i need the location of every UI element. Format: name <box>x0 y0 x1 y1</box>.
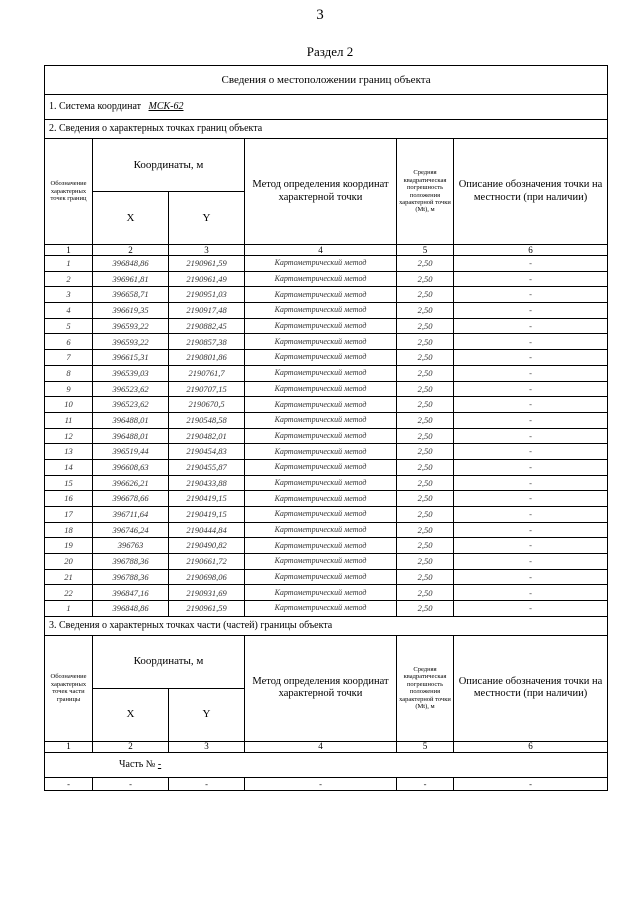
cell-5: 2,50 <box>397 303 454 319</box>
cell-5: 2,50 <box>397 569 454 585</box>
cell-4: Картометрический метод <box>245 444 397 460</box>
cell-2: 396788,36 <box>93 554 169 570</box>
cell-4: Картометрический метод <box>245 585 397 601</box>
table-row <box>45 318 608 334</box>
table-row <box>45 381 608 397</box>
col-number-4: 4 <box>245 245 397 256</box>
cell-2: 396488,01 <box>93 412 169 428</box>
cell-4: Картометрический метод <box>245 507 397 523</box>
col-number-2: 2 <box>93 245 169 256</box>
cell-6: - <box>454 287 608 303</box>
page-number: 3 <box>316 7 324 23</box>
dash-cell-6: - <box>454 777 608 790</box>
header-point-3: Обозначение характерных точек части границы <box>45 635 93 741</box>
table-row <box>45 287 608 303</box>
col-number-3: 3 <box>169 245 245 256</box>
cell-3: 2190857,38 <box>169 334 245 350</box>
table-row <box>45 507 608 523</box>
cell-1: 9 <box>45 381 93 397</box>
cell-3: 2190670,5 <box>169 397 245 413</box>
cell-3: 2190482,01 <box>169 428 245 444</box>
cell-6: - <box>454 350 608 366</box>
cell-1: 18 <box>45 522 93 538</box>
cell-1: 1 <box>45 601 93 617</box>
cell-4: Картометрический метод <box>245 538 397 554</box>
coord-system-value: МСК-62 <box>148 101 184 112</box>
cell-1: 19 <box>45 538 93 554</box>
cell-4: Картометрический метод <box>245 491 397 507</box>
table-title: Сведения о местоположении границ объекта <box>45 66 608 95</box>
section-title: Раздел 2 <box>306 44 354 59</box>
cell-4: Картометрический метод <box>245 412 397 428</box>
cell-1: 1 <box>45 256 93 272</box>
cell-3: 2190433,88 <box>169 475 245 491</box>
cell-2: 396593,22 <box>93 318 169 334</box>
col-number-6: 6 <box>454 741 608 752</box>
cell-6: - <box>454 271 608 287</box>
cell-6: - <box>454 381 608 397</box>
cell-3: 2190761,7 <box>169 365 245 381</box>
cell-1: 10 <box>45 397 93 413</box>
table-row <box>45 538 608 554</box>
cell-4: Картометрический метод <box>245 318 397 334</box>
header-y: Y <box>169 192 245 245</box>
table-row <box>45 412 608 428</box>
cell-5: 2,50 <box>397 412 454 428</box>
cell-5: 2,50 <box>397 522 454 538</box>
header-x-3: X <box>93 688 169 741</box>
cell-3: 2190951,03 <box>169 287 245 303</box>
cell-2: 396523,62 <box>93 381 169 397</box>
cell-2: 396519,44 <box>93 444 169 460</box>
cell-3: 2190661,72 <box>169 554 245 570</box>
cell-6: - <box>454 507 608 523</box>
col-number-5: 5 <box>397 741 454 752</box>
cell-2: 396961,81 <box>93 271 169 287</box>
cell-5: 2,50 <box>397 459 454 475</box>
cell-5: 2,50 <box>397 350 454 366</box>
cell-3: 2190419,15 <box>169 491 245 507</box>
cell-1: 21 <box>45 569 93 585</box>
cell-1: 13 <box>45 444 93 460</box>
cell-1: 17 <box>45 507 93 523</box>
cell-2: 396615,31 <box>93 350 169 366</box>
col-number-1: 1 <box>45 245 93 256</box>
table-row <box>45 585 608 601</box>
section2-label: 2. Сведения о характерных точках границ объекта <box>45 120 608 139</box>
cell-4: Картометрический метод <box>245 334 397 350</box>
cell-4: Картометрический метод <box>245 256 397 272</box>
cell-5: 2,50 <box>397 444 454 460</box>
cell-2: 396608,63 <box>93 459 169 475</box>
cell-4: Картометрический метод <box>245 522 397 538</box>
cell-6: - <box>454 412 608 428</box>
col-number-3: 3 <box>169 741 245 752</box>
cell-5: 2,50 <box>397 287 454 303</box>
header-point: Обозначение характерных точек границ <box>45 139 93 245</box>
cell-4: Картометрический метод <box>245 459 397 475</box>
cell-1: 4 <box>45 303 93 319</box>
cell-4: Картометрический метод <box>245 554 397 570</box>
header-error: Средняя квадратическая погрешность положения характерной точки (Mt), м <box>397 139 454 245</box>
cell-2: 396593,22 <box>93 334 169 350</box>
cell-4: Картометрический метод <box>245 365 397 381</box>
col-number-6: 6 <box>454 245 608 256</box>
cell-5: 2,50 <box>397 538 454 554</box>
cell-6: - <box>454 365 608 381</box>
table-row <box>45 522 608 538</box>
part-value: - <box>157 758 162 770</box>
cell-4: Картометрический метод <box>245 428 397 444</box>
cell-5: 2,50 <box>397 256 454 272</box>
cell-2: 396539,03 <box>93 365 169 381</box>
cell-5: 2,50 <box>397 554 454 570</box>
part-label: Часть № - <box>45 752 608 777</box>
cell-4: Картометрический метод <box>245 601 397 617</box>
cell-6: - <box>454 601 608 617</box>
dash-cell-4: - <box>245 777 397 790</box>
cell-6: - <box>454 397 608 413</box>
cell-6: - <box>454 554 608 570</box>
cell-5: 2,50 <box>397 318 454 334</box>
cell-1: 20 <box>45 554 93 570</box>
cell-1: 7 <box>45 350 93 366</box>
col-number-2: 2 <box>93 741 169 752</box>
header-desc: Описание обозначения точки на местности (при наличии) <box>454 139 608 245</box>
dash-cell-3: - <box>169 777 245 790</box>
cell-6: - <box>454 459 608 475</box>
cell-1: 3 <box>45 287 93 303</box>
cell-4: Картометрический метод <box>245 397 397 413</box>
cell-6: - <box>454 303 608 319</box>
table-row <box>45 365 608 381</box>
cell-2: 396847,16 <box>93 585 169 601</box>
cell-3: 2190490,82 <box>169 538 245 554</box>
coord-system: 1. Система координат МСК-62 <box>45 95 608 120</box>
cell-3: 2190548,58 <box>169 412 245 428</box>
cell-3: 2190707,15 <box>169 381 245 397</box>
table-row <box>45 256 608 272</box>
cell-6: - <box>454 569 608 585</box>
table-row <box>45 271 608 287</box>
header-x: X <box>93 192 169 245</box>
cell-1: 14 <box>45 459 93 475</box>
cell-2: 396619,35 <box>93 303 169 319</box>
cell-4: Картометрический метод <box>245 287 397 303</box>
cell-5: 2,50 <box>397 475 454 491</box>
cell-2: 396626,21 <box>93 475 169 491</box>
cell-2: 396848,86 <box>93 256 169 272</box>
header-coords-3: Координаты, м <box>93 635 245 688</box>
table-row <box>45 444 608 460</box>
cell-1: 22 <box>45 585 93 601</box>
cell-5: 2,50 <box>397 334 454 350</box>
cell-3: 2190961,59 <box>169 601 245 617</box>
table-row <box>45 601 608 617</box>
cell-5: 2,50 <box>397 507 454 523</box>
cell-4: Картометрический метод <box>245 381 397 397</box>
dash-cell-1: - <box>45 777 93 790</box>
table-row <box>45 350 608 366</box>
header-coords: Координаты, м <box>93 139 245 192</box>
cell-2: 396678,66 <box>93 491 169 507</box>
cell-6: - <box>454 585 608 601</box>
cell-3: 2190419,15 <box>169 507 245 523</box>
cell-2: 396788,36 <box>93 569 169 585</box>
cell-5: 2,50 <box>397 397 454 413</box>
cell-2: 396746,24 <box>93 522 169 538</box>
cell-3: 2190454,83 <box>169 444 245 460</box>
cell-6: - <box>454 491 608 507</box>
cell-4: Картометрический метод <box>245 350 397 366</box>
cell-5: 2,50 <box>397 491 454 507</box>
cell-2: 396488,01 <box>93 428 169 444</box>
table-row <box>45 303 608 319</box>
col-number-1: 1 <box>45 741 93 752</box>
header-desc-3: Описание обозначения точки на местности (при наличии) <box>454 635 608 741</box>
cell-1: 6 <box>45 334 93 350</box>
header-y-3: Y <box>169 688 245 741</box>
cell-5: 2,50 <box>397 271 454 287</box>
cell-1: 15 <box>45 475 93 491</box>
cell-3: 2190444,84 <box>169 522 245 538</box>
cell-5: 2,50 <box>397 381 454 397</box>
header-error-3: Средняя квадратическая погрешность положения характерной точки (Mt), м <box>397 635 454 741</box>
dash-cell-5: - <box>397 777 454 790</box>
table-row <box>45 428 608 444</box>
cell-6: - <box>454 538 608 554</box>
cell-5: 2,50 <box>397 365 454 381</box>
cell-6: - <box>454 318 608 334</box>
table-row <box>45 569 608 585</box>
table-row <box>45 334 608 350</box>
cell-5: 2,50 <box>397 428 454 444</box>
cell-3: 2190917,48 <box>169 303 245 319</box>
cell-3: 2190961,59 <box>169 256 245 272</box>
cell-6: - <box>454 522 608 538</box>
cell-1: 2 <box>45 271 93 287</box>
cell-1: 11 <box>45 412 93 428</box>
dash-cell-2: - <box>93 777 169 790</box>
col-number-4: 4 <box>245 741 397 752</box>
cell-2: 396763 <box>93 538 169 554</box>
cell-1: 12 <box>45 428 93 444</box>
table-row <box>45 459 608 475</box>
cell-4: Картометрический метод <box>245 303 397 319</box>
cell-3: 2190931,69 <box>169 585 245 601</box>
section3-label: 3. Сведения о характерных точках части (частей) границы объекта <box>45 616 608 635</box>
cell-6: - <box>454 334 608 350</box>
table-row <box>45 475 608 491</box>
cell-5: 2,50 <box>397 601 454 617</box>
cell-4: Картометрический метод <box>245 271 397 287</box>
cell-2: 396658,71 <box>93 287 169 303</box>
header-method-3: Метод определения координат характерной точки <box>245 635 397 741</box>
cell-3: 2190455,87 <box>169 459 245 475</box>
table-row <box>45 554 608 570</box>
cell-1: 5 <box>45 318 93 334</box>
table-row <box>45 397 608 413</box>
cell-2: 396711,64 <box>93 507 169 523</box>
cell-6: - <box>454 256 608 272</box>
cell-3: 2190961,49 <box>169 271 245 287</box>
cell-1: 16 <box>45 491 93 507</box>
cell-6: - <box>454 475 608 491</box>
cell-4: Картометрический метод <box>245 475 397 491</box>
boundary-table <box>44 65 607 791</box>
cell-1: 8 <box>45 365 93 381</box>
table-row <box>45 491 608 507</box>
header-method: Метод определения координат характерной точки <box>245 139 397 245</box>
cell-6: - <box>454 444 608 460</box>
col-number-5: 5 <box>397 245 454 256</box>
cell-6: - <box>454 428 608 444</box>
cell-2: 396523,62 <box>93 397 169 413</box>
cell-4: Картометрический метод <box>245 569 397 585</box>
cell-2: 396848,86 <box>93 601 169 617</box>
cell-5: 2,50 <box>397 585 454 601</box>
cell-3: 2190801,86 <box>169 350 245 366</box>
cell-3: 2190698,06 <box>169 569 245 585</box>
cell-3: 2190882,45 <box>169 318 245 334</box>
